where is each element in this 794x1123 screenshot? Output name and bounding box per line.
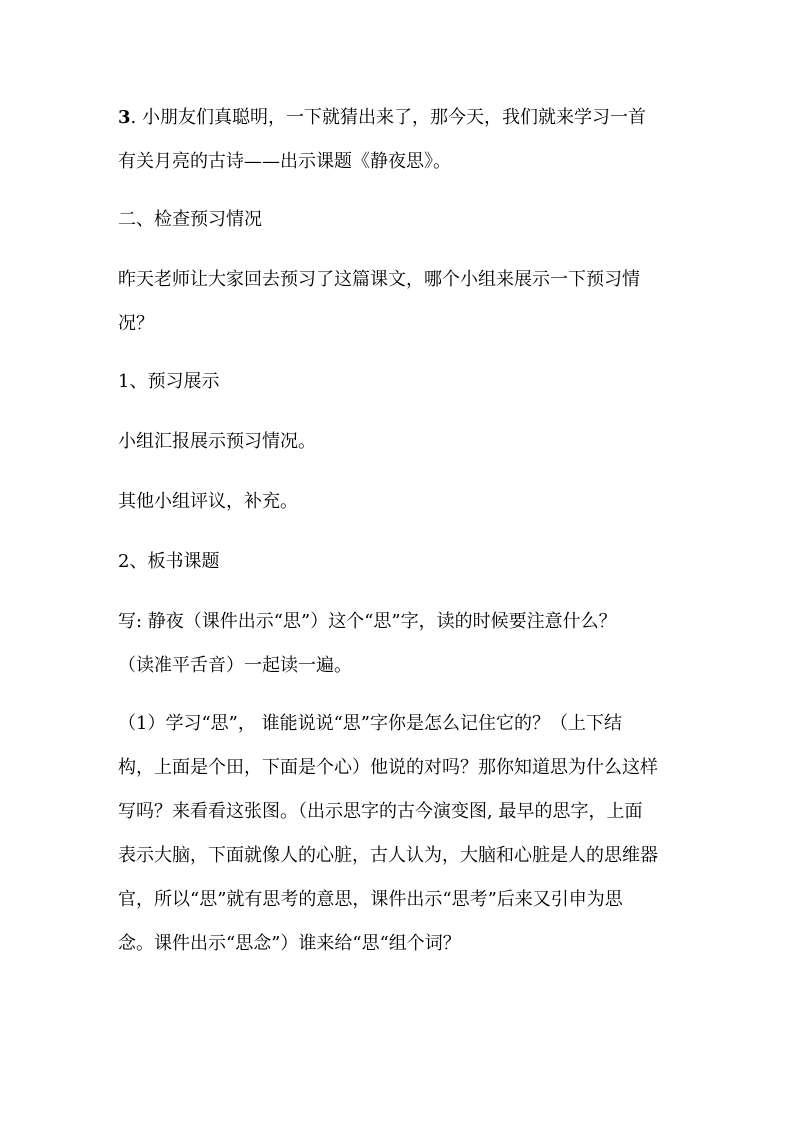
- heading-text: 二、检查预习情况: [118, 209, 262, 230]
- paragraph-line: 表示大脑，下面就像人的心脏，古人认为，大脑和心脏是人的思维器: [118, 845, 658, 866]
- paragraph-group-report: [118, 420, 683, 464]
- paragraph-intro: [118, 96, 683, 184]
- paragraph-preview-question: [118, 258, 683, 346]
- section-heading-check-preview: [118, 198, 683, 242]
- paragraph-line: 小组汇报展示预习情况。: [118, 431, 316, 452]
- heading-text: 2、板书课题: [118, 551, 220, 572]
- paragraph-line: 念。课件出示“思念”）谁来给“思“组个词？: [118, 933, 461, 954]
- heading-text: 1、预习展示: [118, 371, 220, 392]
- paragraph-group-comment: [118, 480, 683, 524]
- line-text: . 小朋友们真聪明，一下就猜出来了，那今天，我们就来学习一首: [130, 107, 646, 128]
- paragraph-learn-si: [118, 702, 683, 966]
- paragraph-line: 写: 静夜（课件出示“思”）这个“思”字，读的时候要注意什么？: [118, 611, 617, 632]
- paragraph-line: 构，上面是个田，下面是个心）他说的对吗？那你知道思为什么这样: [118, 757, 658, 778]
- subheading-board-title: [118, 540, 683, 584]
- paragraph-line: 有关月亮的古诗——出示课题《静夜思》。: [118, 151, 451, 172]
- paragraph-line: 其他小组评议，补充。: [118, 491, 298, 512]
- paragraph-line: 写吗？来看看这张图。（出示思字的古今演变图, 最早的思字，上面: [118, 801, 643, 822]
- item-number: 3: [118, 107, 131, 128]
- paragraph-line: （1）学习“思”， 谁能说说“思”字你是怎么记住它的？（上下结: [118, 713, 622, 734]
- paragraph-line: [118, 96, 683, 140]
- paragraph-line: （读准平舌音）一起读一遍。: [118, 655, 352, 676]
- paragraph-write: [118, 600, 683, 688]
- paragraph-line: 昨天老师让大家回去预习了这篇课文，哪个小组来展示一下预习情: [118, 269, 640, 290]
- paragraph-line: 况？: [118, 313, 154, 334]
- subheading-preview-show: [118, 360, 683, 404]
- paragraph-line: 官，所以“思”就有思考的意思，课件出示“思考”后来又引申为思: [118, 889, 623, 910]
